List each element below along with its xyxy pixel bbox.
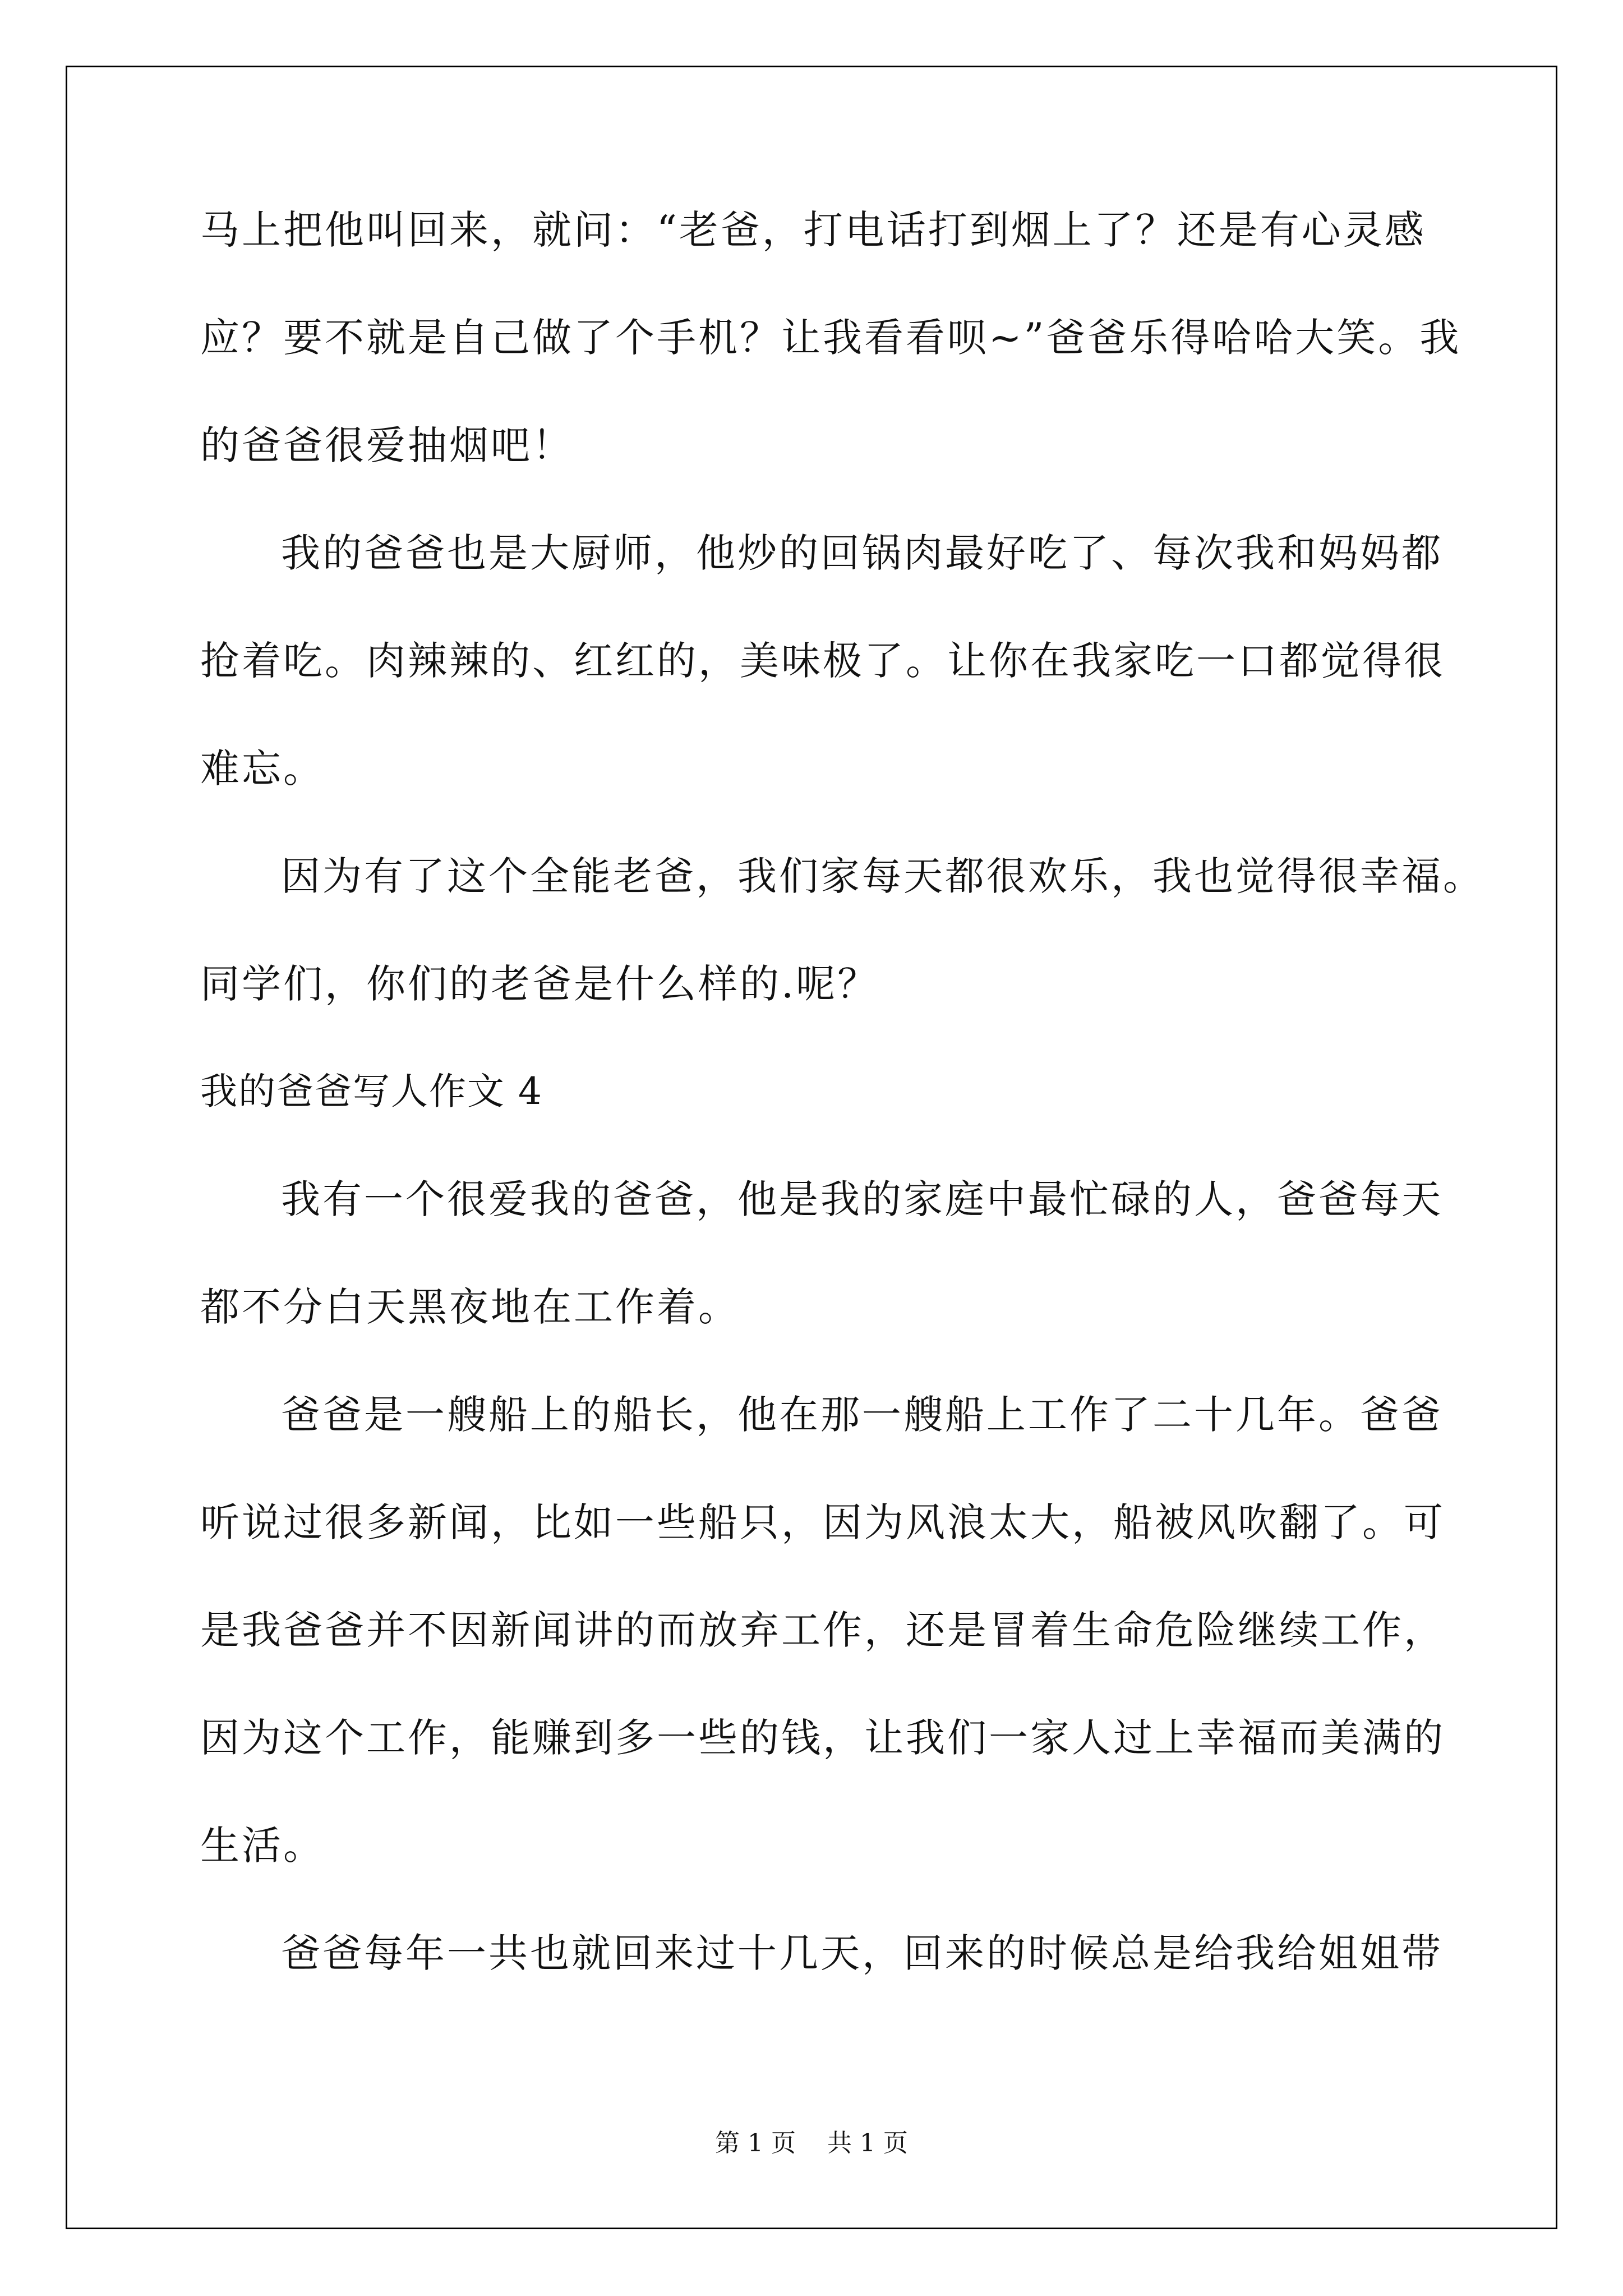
- paragraph-first-line: 爸爸是一艘船上的船长，他在那一艘船上工作了二十几年。爸爸: [281, 1392, 1443, 1438]
- text-line: 难忘。: [200, 746, 325, 792]
- text-line: 是我爸爸并不因新闻讲的而放弃工作，还是冒着生命危险继续工作，: [200, 1607, 1445, 1653]
- text-line: 马上把他叫回来，就问：“老爸，打电话打到烟上了？还是有心灵感: [200, 207, 1426, 253]
- paragraph-first-line: 我有一个很爱我的爸爸，他是我的家庭中最忙碌的人，爸爸每天: [281, 1176, 1443, 1222]
- page-footer: 第 1 页 共 1 页: [715, 2129, 908, 2157]
- text-line: 的爸爸很爱抽烟吧！: [200, 422, 574, 468]
- text-line: 生活。: [200, 1823, 325, 1869]
- text-line: 同学们，你们的老爸是什么样的.呢？: [200, 961, 879, 1007]
- text-line: 抢着吃。肉辣辣的、红红的，美味极了。让你在我家吃一口都觉得很: [200, 638, 1445, 684]
- text-line: 因为这个工作，能赚到多一些的钱，让我们一家人过上幸福而美满的: [200, 1715, 1445, 1761]
- text-line: 听说过很多新闻，比如一些船只，因为风浪太大，船被风吹翻了。可: [200, 1499, 1445, 1545]
- paragraph-first-line: 我的爸爸也是大厨师，他炒的回锅肉最好吃了、每次我和妈妈都: [281, 530, 1443, 576]
- text-line: 都不分白天黑夜地在工作着。: [200, 1284, 740, 1330]
- paragraph-first-line: 因为有了这个全能老爸，我们家每天都很欢乐，我也觉得很幸福。: [281, 853, 1484, 899]
- text-line: 应？要不就是自己做了个手机？让我看看呗~”爸爸乐得哈哈大笑。我: [200, 315, 1461, 361]
- section-heading: 我的爸爸写人作文 4: [200, 1070, 543, 1113]
- paragraph-first-line: 爸爸每年一共也就回来过十几天，回来的时候总是给我给姐姐带: [281, 1930, 1443, 1976]
- document-body: [200, 207, 1484, 2041]
